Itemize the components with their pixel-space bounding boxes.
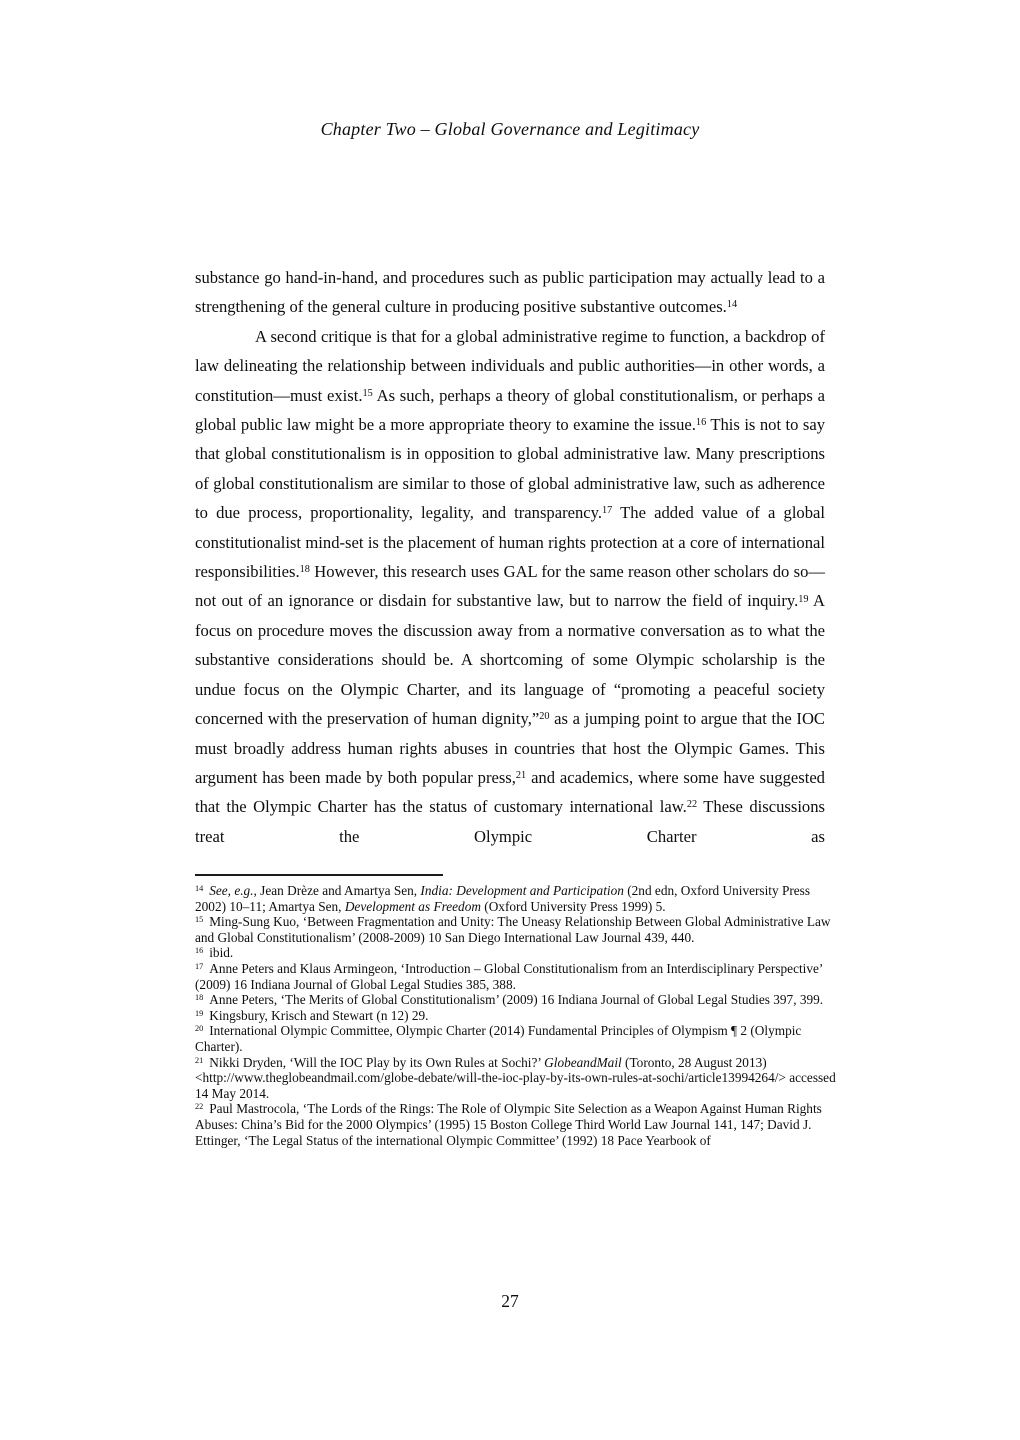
text-segment: Paul Mastrocola, ‘The Lords of the Rings: The Role of Olympic Site Selection as a Weapon Against Human Rights Abuses: China’s Bid for the 2000 Olympics’ (1995) 15 Boston College Third World Law Journal 141, 147; David J. Ettinger, ‘The Legal Status of the international Olympic Committee’ (1992) 18 Pace Yearbook of — [195, 1101, 822, 1148]
footnote-reference: 20 — [539, 711, 550, 723]
footnote-item — [195, 961, 838, 992]
footnote-number: 14 — [195, 884, 204, 894]
text-segment: Anne Peters and Klaus Armingeon, ‘Introduction – Global Constitutionalism from an Interdisciplinary Perspective’ (2009) 16 Indiana Journal of Global Legal Studies 385, 388. — [195, 960, 823, 992]
footnote-item — [195, 1023, 838, 1054]
footnote-reference: 15 — [362, 387, 373, 399]
footnote-number: 16 — [195, 946, 204, 956]
text-segment: GlobeandMail — [544, 1054, 622, 1070]
text-segment: A second critique is that for a global administrative regime to function, a backdrop of law delineating the relationship between individuals and public authorities—in other words, a constitution—must exist. — [195, 326, 825, 405]
footnote-reference: 21 — [515, 769, 527, 781]
footnotes-list — [195, 883, 838, 1148]
footnote-item — [195, 945, 838, 961]
text-segment: Nikki Dryden, ‘Will the IOC Play by its Own Rules at Sochi?’ — [209, 1054, 545, 1070]
chapter-header: Chapter Two – Global Governance and Legitimacy — [320, 119, 700, 139]
page-number: 27 — [501, 1291, 519, 1311]
text-segment: India: Development and Participation — [420, 883, 624, 898]
text-segment: (2nd edn, Oxford University Press 2002) 10–11; Amartya Sen, — [195, 883, 811, 914]
text-segment: (Oxford University Press 1999) 5. — [480, 898, 666, 914]
text-segment: The added value of a global constitutionalist mind-set is the placement of human rights protection at a core of international responsibilities. — [195, 503, 825, 582]
footnote-item — [195, 1101, 838, 1148]
text-segment: However, this research uses GAL for the same reason other scholars do so—not out of an ignorance or disdain for substantive law, but to narrow the field of inquiry. — [195, 562, 825, 611]
footnote-reference: 14 — [726, 299, 738, 311]
text-segment: Development as Freedom — [344, 898, 481, 914]
footnote-number: 19 — [195, 1008, 204, 1018]
text-segment: See, e.g., — [209, 883, 257, 898]
text-segment: Anne Peters, ‘The Merits of Global Constitutionalism’ (2009) 16 Indiana Journal of Global Legal Studies 397, 399. — [209, 992, 824, 1008]
footnote-number: 21 — [195, 1055, 204, 1065]
footnote-item — [195, 914, 838, 945]
text-segment: Kingsbury, Krisch and Stewart (n 12) 29. — [209, 1007, 429, 1023]
text-segment: Jean Drèze and Amartya Sen, — [256, 883, 421, 898]
footnote-reference: 19 — [798, 593, 809, 605]
footnote-number: 18 — [195, 993, 204, 1003]
footnote-reference: 16 — [695, 417, 707, 429]
footnote-item — [195, 883, 838, 914]
footnote-reference: 18 — [299, 564, 310, 576]
footnote-number: 22 — [195, 1102, 204, 1112]
footnote-number: 15 — [195, 915, 204, 925]
footnote-separator — [195, 874, 443, 876]
text-segment: Ming-Sung Kuo, ‘Between Fragmentation and Unity: The Uneasy Relationship Between Global Administrative Law and Global Constitutionalism’ (2008-2009) 10 San Diego International Law Journal 439, 440. — [195, 914, 831, 945]
paragraph-1 — [195, 263, 825, 322]
footnote-number: 20 — [195, 1024, 204, 1034]
text-segment: and academics, where some have suggested that the Olympic Charter has the status of customary international law. — [195, 767, 825, 817]
text-segment: This is not to say that global constitutionalism is in opposition to global administrative law. Many prescriptions of global constitutionalism are similar to those of global administrative law, such as adherence to due process, proportionality, legality, and transparency. — [195, 415, 825, 523]
footnote-item — [195, 992, 838, 1008]
footnote-number: 17 — [195, 962, 204, 972]
paragraph-2 — [195, 322, 825, 851]
text-segment: as a jumping point to argue that the IOC must broadly address human rights abuses in countries that host the Olympic Games. This argument has been made by both popular press, — [195, 709, 825, 787]
footnote-item — [195, 1008, 838, 1024]
footnote-item — [195, 1055, 838, 1102]
text-segment: International Olympic Committee, Olympic Charter (2014) Fundamental Principles of Olympism ¶ 2 (Olympic Charter). — [195, 1023, 802, 1054]
text-segment: (Toronto, 28 August 2013) <http://www.theglobeandmail.com/globe-debate/will-the-ioc-play-by-its-own-rules-at-sochi/article13994264/> accessed 14 May 2014. — [195, 1054, 836, 1101]
footnote-reference: 22 — [686, 799, 698, 811]
text-segment: As such, perhaps a theory of global constitutionalism, or perhaps a global public law might be a more appropriate theory to examine the issue. — [195, 385, 825, 435]
text-segment: ibid. — [209, 945, 234, 961]
footnote-reference: 17 — [602, 505, 613, 517]
body-text — [195, 263, 825, 851]
text-segment: These discussions treat the Olympic Charter as — [195, 797, 825, 846]
text-segment: substance go hand-in-hand, and procedures such as public participation may actually lead to a strengthening of the general culture in producing positive substantive outcomes. — [195, 268, 825, 317]
text-segment: A focus on procedure moves the discussion away from a normative conversation as to what the substantive considerations should be. A shortcoming of some Olympic scholarship is the undue focus on the Olympic Charter, and its language of “promoting a peaceful society concerned with the preservation of human dignity,” — [195, 591, 825, 729]
